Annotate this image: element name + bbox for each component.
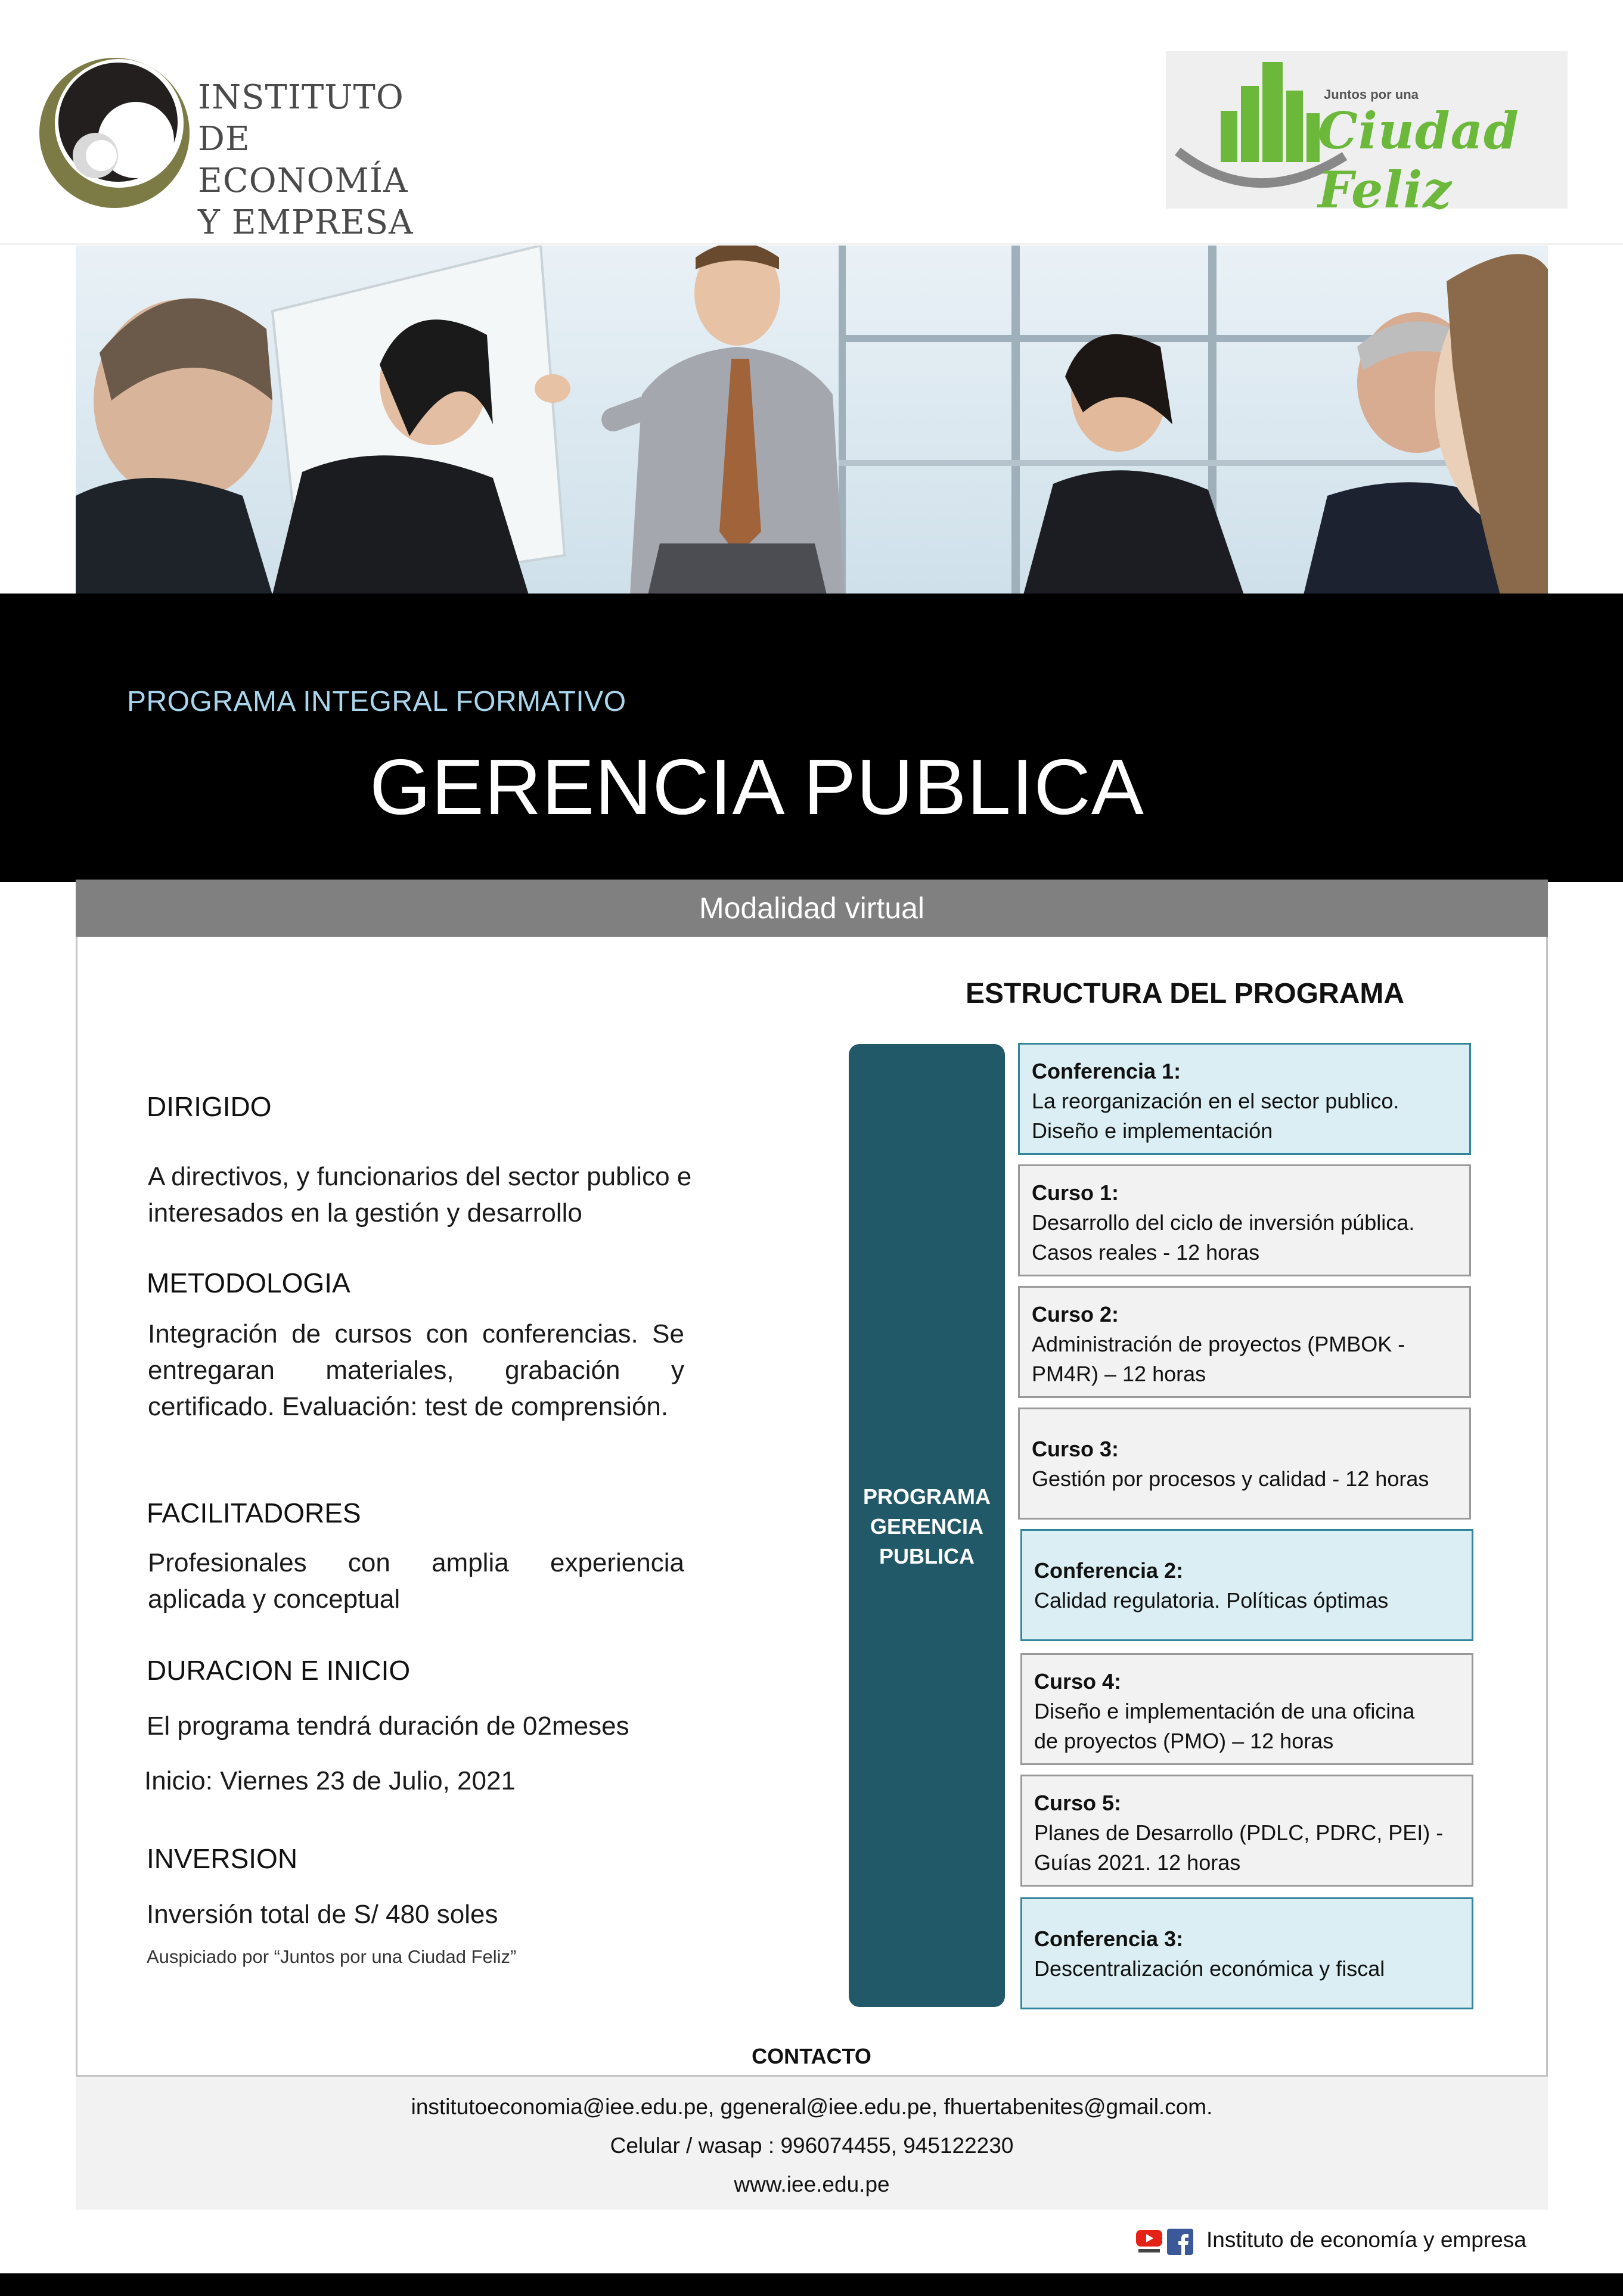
duracion-heading: DURACION E INICIO	[147, 1655, 411, 1686]
sponsor-note: Auspiciado por “Juntos por una Ciudad Feliz”	[147, 1946, 517, 1967]
modalidad-bar: Modalidad virtual	[76, 880, 1548, 937]
inversion-text: Inversión total de S/ 480 soles	[147, 1900, 498, 1929]
ciudad-feliz-name: Ciudad Feliz	[1318, 101, 1519, 219]
contact-label: CONTACTO	[752, 2044, 871, 2068]
contact-emails[interactable]: institutoeconomia@iee.edu.pe, ggeneral@iee.edu.pe, fhuertabenites@gmail.com.	[411, 2095, 1213, 2119]
course-card: Curso 2: Administración de proyectos (PMBOK - PM4R) – 12 horas	[1018, 1286, 1471, 1398]
ciudad-feliz-tagline: Juntos por una	[1324, 87, 1419, 102]
contact-box	[76, 2075, 1548, 2210]
bottom-band	[0, 2273, 1623, 2296]
title-band	[0, 594, 1623, 882]
course-card: Curso 4: Diseño e implementación de una oficina de proyectos (PMO) – 12 horas	[1020, 1653, 1473, 1765]
youtube-icon[interactable]	[1135, 2229, 1163, 2255]
business-meeting-image	[76, 246, 1548, 595]
contact-phones: Celular / wasap : 996074455, 945122230	[610, 2133, 1014, 2158]
dirigido-heading: DIRIGIDO	[147, 1091, 272, 1122]
conference-card: Conferencia 1: La reorganización en el sector publico. Diseño e implementación	[1018, 1043, 1471, 1155]
structure-title: ESTRUCTURA DEL PROGRAMA	[966, 978, 1405, 1009]
program-title: GERENCIA PUBLICA	[370, 743, 1144, 831]
dirigido-text: A directivos, y funcionarios del sector publico e interesados en la gestión y desarrollo	[148, 1162, 692, 1228]
facilitadores-text: Profesionales con amplia experiencia aplicada y conceptual	[148, 1548, 684, 1614]
institute-logo	[36, 57, 417, 242]
conference-card: Conferencia 3: Descentralización económica y fiscal	[1020, 1897, 1473, 2009]
duracion-text: El programa tendrá duración de 02meses	[147, 1711, 629, 1741]
metodologia-heading: METODOLOGIA	[147, 1267, 350, 1298]
header-divider	[0, 243, 1623, 245]
contact-website[interactable]: www.iee.edu.pe	[734, 2172, 890, 2196]
program-kicker: PROGRAMA INTEGRAL FORMATIVO	[127, 686, 626, 717]
program-bar	[849, 1044, 1005, 2007]
facilitadores-heading: FACILITADORES	[147, 1497, 361, 1528]
facebook-icon[interactable]	[1167, 2229, 1193, 2255]
institute-logo-mark	[36, 57, 197, 212]
social-handle[interactable]: Instituto de economía y empresa	[1206, 2227, 1526, 2252]
course-card: Curso 1: Desarrollo del ciclo de inversión pública. Casos reales - 12 horas	[1018, 1164, 1471, 1276]
hero-photo	[76, 246, 1548, 595]
course-card: Curso 3: Gestión por procesos y calidad - 12 horas	[1018, 1408, 1471, 1520]
institute-name: INSTITUTO DE ECONOMÍA Y EMPRESA	[198, 78, 414, 242]
course-card: Curso 5: Planes de Desarrollo (PDLC, PDRC, PEI) - Guías 2021. 12 horas	[1020, 1775, 1473, 1887]
metodologia-text: Integración de cursos con conferencias. Se entregaran materiales, grabación y certificado. Evaluación: test de comprensión.	[148, 1319, 684, 1421]
conference-card: Conferencia 2: Calidad regulatoria. Políticas óptimas	[1020, 1529, 1473, 1641]
program-bar-label: PROGRAMA GERENCIA PUBLICA	[863, 1484, 991, 1568]
inicio-text: Inicio: Viernes 23 de Julio, 2021	[144, 1766, 516, 1795]
inversion-heading: INVERSION	[147, 1843, 298, 1874]
ciudad-feliz-logo	[1166, 51, 1568, 219]
